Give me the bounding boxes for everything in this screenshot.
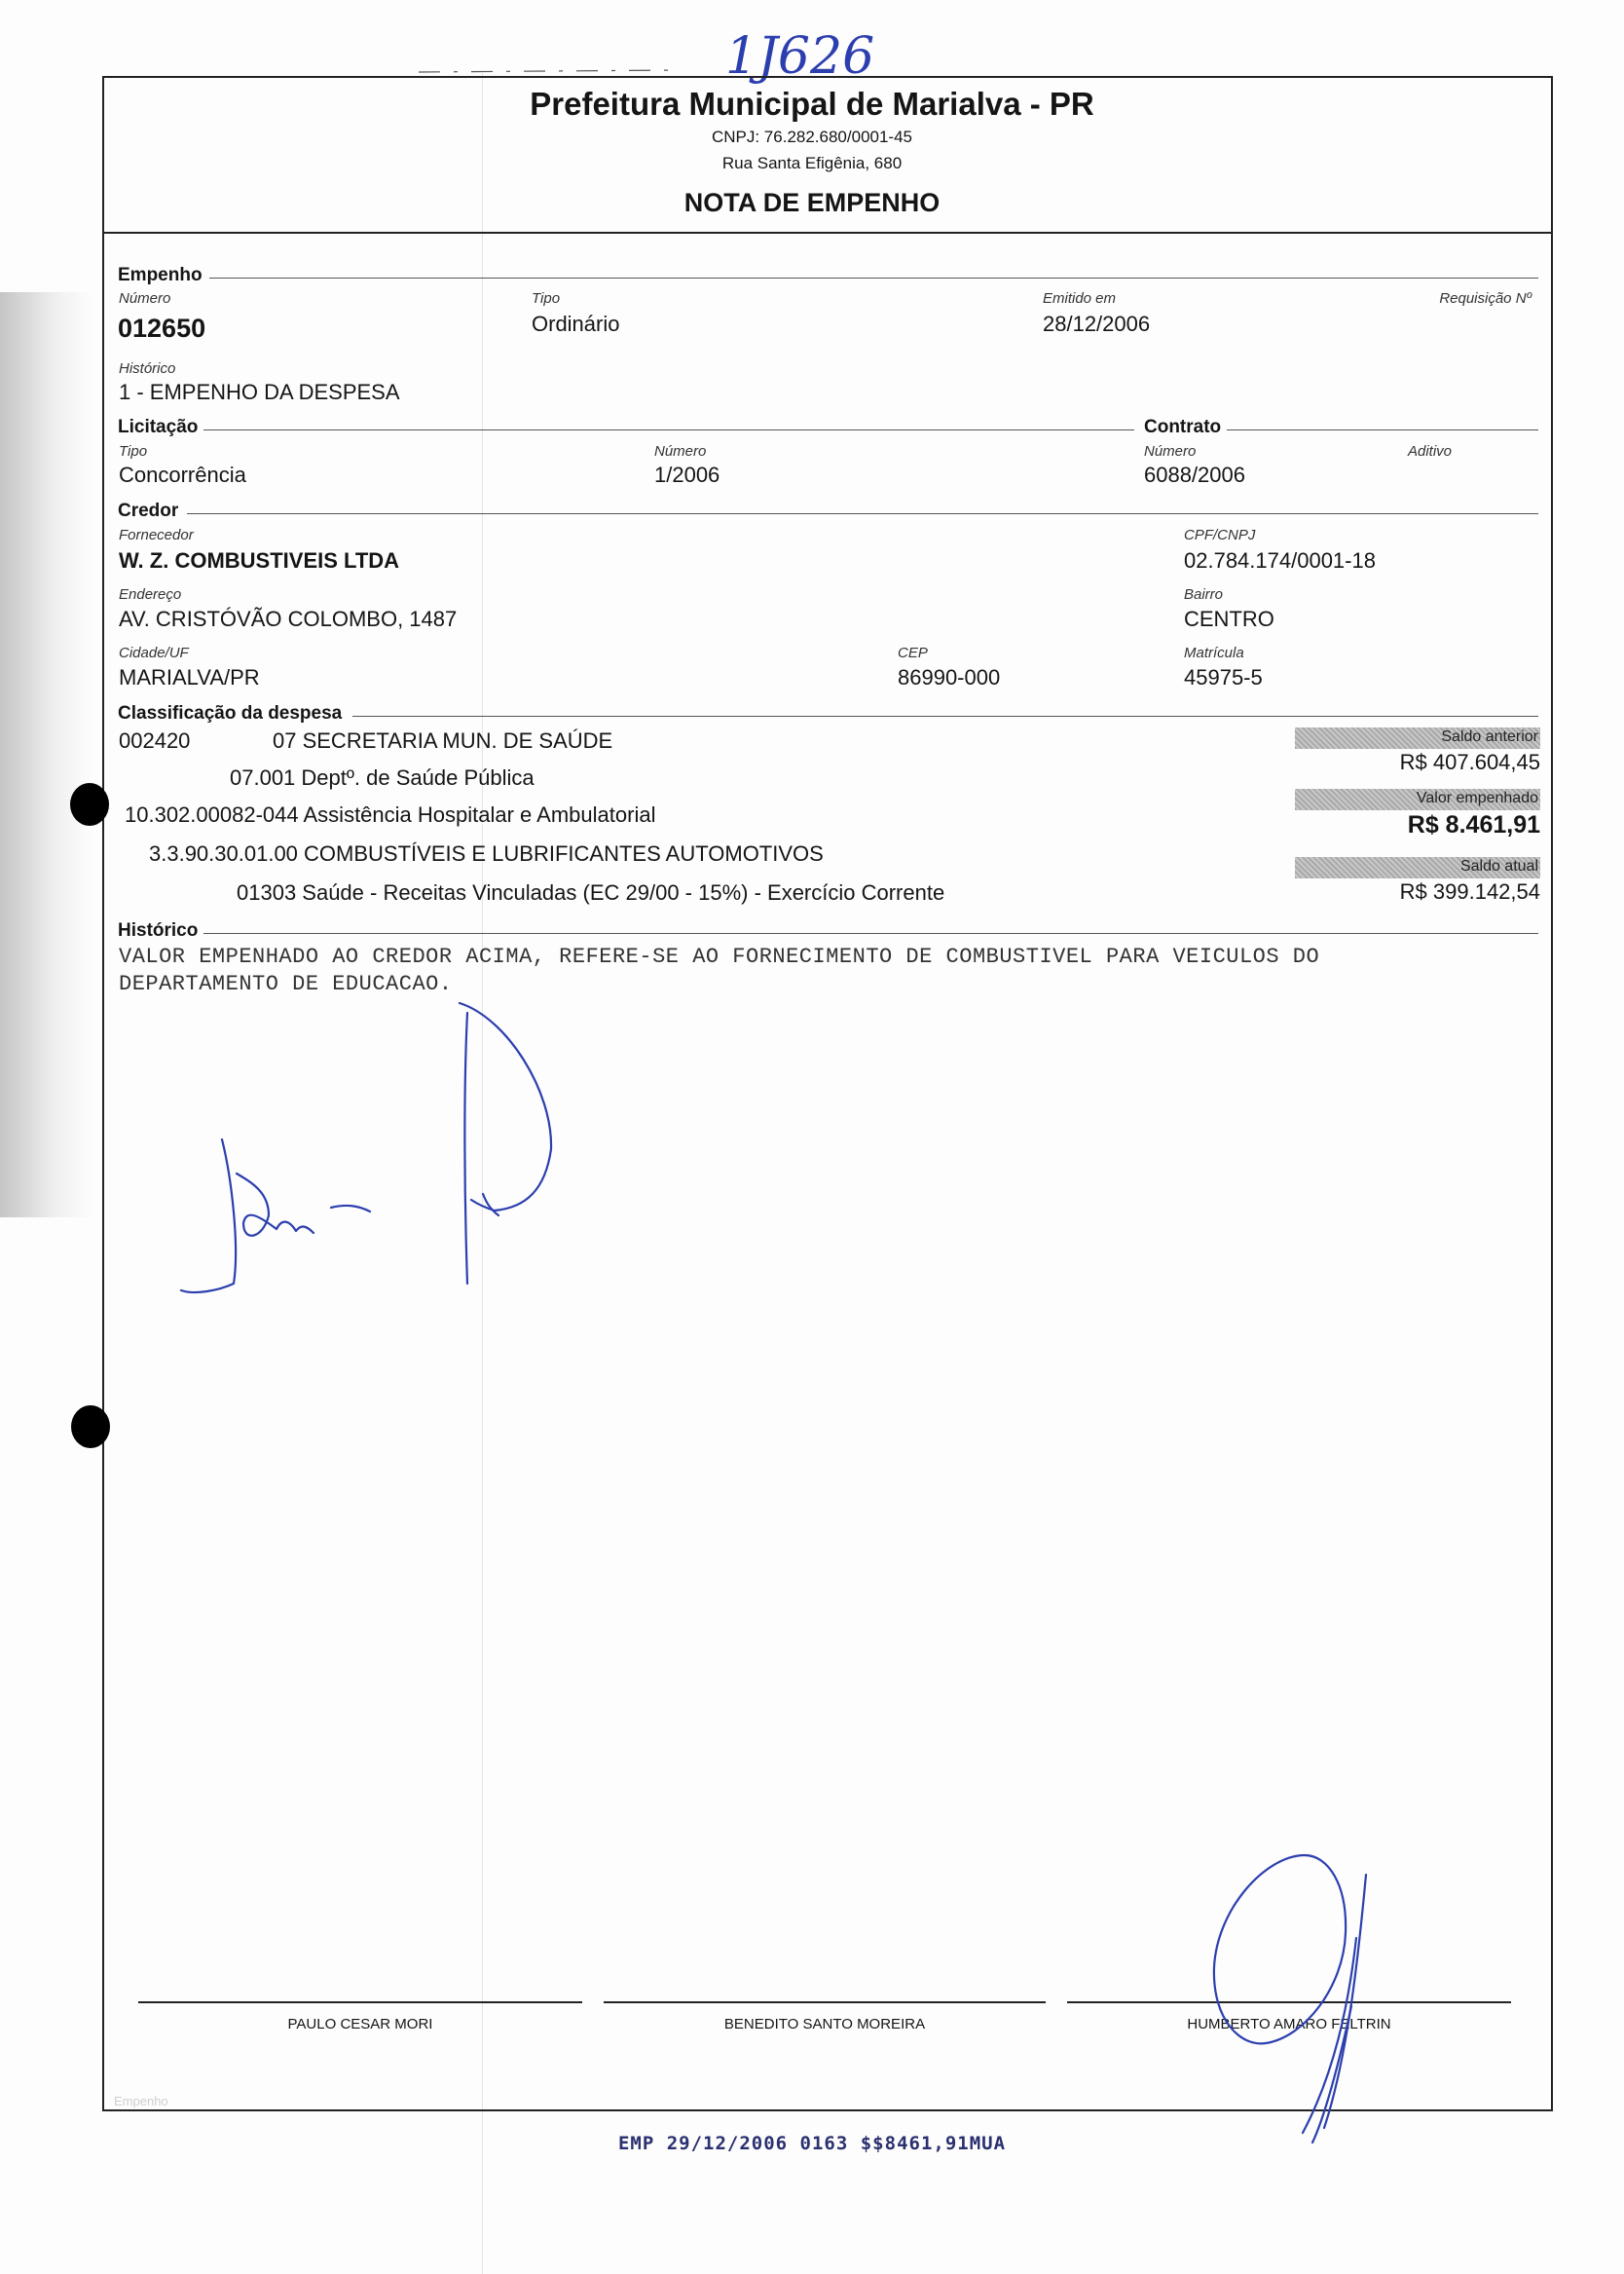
credor-fornecedor: W. Z. COMBUSTIVEIS LTDA	[119, 548, 400, 573]
saldo-anterior: R$ 407.604,45	[1399, 750, 1540, 774]
credor-bairro: CENTRO	[1184, 607, 1274, 631]
section-classificacao: Classificação da despesa	[118, 703, 348, 725]
watermark-text: Empenho	[114, 2094, 168, 2108]
address-text: Rua Santa Efigênia, 680	[721, 154, 903, 172]
classificacao-line: 07 SECRETARIA MUN. DE SAÚDE	[273, 728, 613, 753]
signature-name: HUMBERTO AMARO FELTRIN	[1187, 2016, 1391, 2032]
section-credor: Credor	[118, 501, 184, 522]
classificacao-line: 01303 Saúde - Receitas Vinculadas (EC 29/00 - 15%) - Exercício Corrente	[237, 880, 945, 905]
label-aditivo: Aditivo	[1408, 443, 1453, 460]
classificacao-code: 002420	[119, 728, 191, 753]
label-contrato-numero: Número	[1144, 443, 1197, 460]
contrato-numero: 6088/2006	[1144, 463, 1245, 487]
valor-empenhado: R$ 8.461,91	[1407, 811, 1540, 839]
saldo-atual: R$ 399.142,54	[1399, 879, 1540, 904]
empenho-emitido: 28/12/2006	[1043, 312, 1151, 336]
signature-ink	[483, 1194, 498, 1215]
footer-stamp-code: EMP 29/12/2006 0163 $$8461,91MUA	[617, 2133, 1007, 2154]
label-cep: CEP	[898, 645, 928, 661]
section-historico: Histórico	[118, 920, 203, 942]
signature-ink	[1214, 1855, 1346, 2043]
classificacao-line: 07.001 Deptº. de Saúde Pública	[230, 765, 535, 790]
section-licitacao: Licitação	[118, 417, 203, 438]
label-licitacao-numero: Número	[654, 443, 707, 460]
section-contrato: Contrato	[1144, 417, 1227, 438]
label-numero: Número	[119, 290, 171, 307]
label-saldo-anterior: Saldo anterior	[1441, 728, 1538, 745]
historico-line: VALOR EMPENHADO AO CREDOR ACIMA, REFERE-SE AO FORNECIMENTO DE COMBUSTIVEL PARA VEICULOS DO	[119, 945, 1320, 969]
section-empenho: Empenho	[118, 265, 208, 286]
label-bairro: Bairro	[1184, 586, 1224, 603]
signature-ink	[460, 1003, 551, 1211]
classificacao-line: 10.302.00082-044 Assistência Hospitalar e Ambulatorial	[125, 802, 656, 827]
signature-ink	[331, 1206, 370, 1212]
licitacao-numero: 1/2006	[654, 463, 720, 487]
signature-ink	[1312, 2006, 1351, 2143]
document-type-title: NOTA DE EMPENHO	[683, 188, 941, 217]
empenho-historico: 1 - EMPENHO DA DESPESA	[119, 380, 400, 404]
label-fornecedor: Fornecedor	[119, 527, 194, 543]
label-licitacao-tipo: Tipo	[119, 443, 148, 460]
label-historico-empenho: Histórico	[119, 360, 176, 377]
label-cpf: CPF/CNPJ	[1184, 527, 1256, 543]
handwritten-number: 1J626	[725, 27, 875, 86]
label-valor-empenhado: Valor empenhado	[1416, 790, 1538, 806]
historico-line: DEPARTAMENTO DE EDUCACAO.	[119, 972, 453, 996]
credor-cidade: MARIALVA/PR	[119, 665, 260, 690]
signature-ink	[181, 1139, 236, 1292]
credor-matricula: 45975-5	[1184, 665, 1263, 690]
signature-name: PAULO CESAR MORI	[287, 2016, 433, 2032]
page-title: Prefeitura Municipal de Marialva - PR	[530, 86, 1094, 122]
credor-endereco: AV. CRISTÓVÃO COLOMBO, 1487	[119, 607, 458, 631]
signature-ink	[1303, 1938, 1356, 2133]
label-requisicao: Requisição Nº	[1439, 290, 1532, 307]
empenho-numero: 012650	[118, 314, 206, 343]
label-endereco: Endereço	[119, 586, 182, 603]
credor-cep: 86990-000	[898, 665, 1001, 690]
signature-ink	[237, 1174, 314, 1236]
credor-cpf: 02.784.174/0001-18	[1184, 548, 1376, 573]
signature-ink	[464, 1013, 467, 1284]
label-tipo: Tipo	[532, 290, 561, 307]
cnpj-text: CNPJ: 76.282.680/0001-45	[711, 128, 913, 146]
label-cidade: Cidade/UF	[119, 645, 189, 661]
label-matricula: Matrícula	[1184, 645, 1244, 661]
signature-name: BENEDITO SANTO MOREIRA	[723, 2016, 926, 2032]
empenho-tipo: Ordinário	[532, 312, 620, 336]
label-emitido: Emitido em	[1043, 290, 1117, 307]
classificacao-line: 3.3.90.30.01.00 COMBUSTÍVEIS E LUBRIFICANTES AUTOMOTIVOS	[149, 841, 824, 866]
label-saldo-atual: Saldo atual	[1459, 858, 1538, 875]
licitacao-tipo: Concorrência	[119, 463, 246, 487]
